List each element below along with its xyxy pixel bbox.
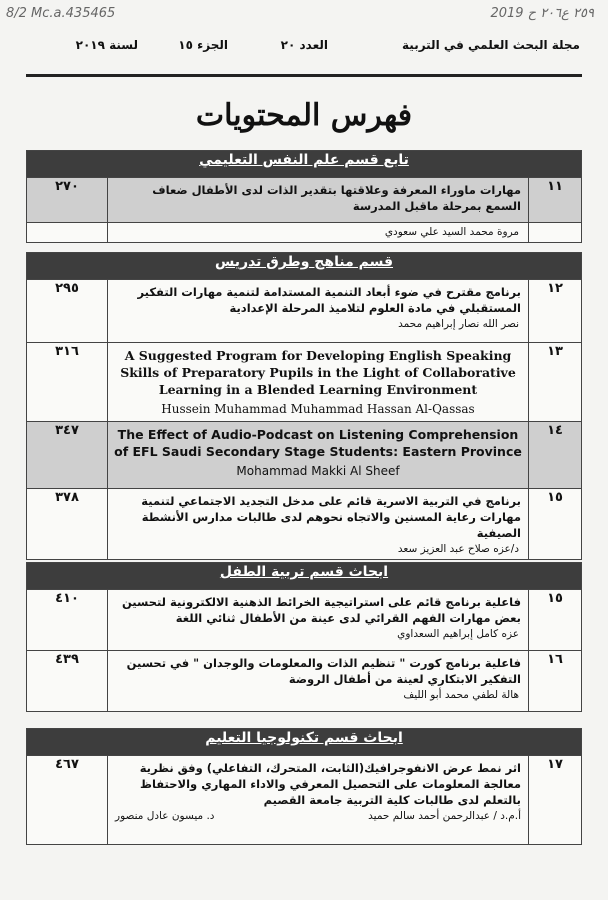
section-header: ابحاث قسم تكنولوجيا التعليم (27, 729, 582, 756)
entry-title: The Effect of Audio-Podcast on Listening Comprehension of EFL Saudi Secondary Stage Students: Eastern Province (114, 427, 522, 459)
page-title: فهرس المحتويات (195, 98, 413, 133)
entry-number: ١٦ (529, 651, 582, 712)
section-educational-psychology (26, 150, 582, 243)
entry-title: مهارات ماوراء المعرفة وعلاقتها بتقدير الذات لدى الأطفال ضعاف السمع بمرحلة ماقبل المدرسة (152, 183, 521, 213)
entry-number: ١٧ (529, 756, 582, 845)
entry-author: نصر الله نصار إبراهيم محمد (398, 318, 519, 330)
entry-body (108, 422, 529, 489)
entry-page: ٤٦٧ (27, 756, 108, 845)
entry-authors (109, 808, 527, 826)
toc-entry-author-row (27, 223, 582, 243)
toc-entry (27, 651, 582, 712)
entry-number: ١٣ (529, 343, 582, 422)
section-educational-technology (26, 728, 582, 845)
handwritten-note-right: 2019 ٢٥٩ ع٢٠٦ ح (490, 6, 594, 21)
entry-title: فاعلية برنامج قائم على استراتيجية الخرائط الذهنية الالكترونية لتحسين بعض مهارات الفهم القرائي لدى عينة من الأطفال ثنائي اللغة (121, 595, 521, 625)
entry-title: A Suggested Program for Developing English Speaking Skills of Preparatory Pupils in the Light of Collaborative Learning in a Blended Learning Environment (120, 348, 516, 397)
section-curricula (26, 252, 582, 560)
entry-page: ٤٣٩ (27, 651, 108, 712)
handwritten-note-left: 8/2 Mc.a.435465 (6, 6, 116, 21)
entry-body (108, 590, 529, 651)
toc-entry (27, 422, 582, 489)
journal-part: الجزء ١٥ (178, 38, 228, 52)
entry-author: أ.م.د / عبدالرحمن أحمد سالم حميد (368, 810, 521, 822)
entry-body (108, 651, 529, 712)
entry-author: هالة لطفي محمد أبو الليف (403, 689, 519, 701)
toc-entry (27, 280, 582, 343)
entry-body (108, 756, 529, 845)
section-header: ابحاث قسم تربية الطفل (27, 563, 582, 590)
toc-entry (27, 590, 582, 651)
entry-author: Hussein Muhammad Muhammad Hassan Al-Qassas (161, 402, 475, 416)
entry-page: ٢٧٠ (27, 178, 108, 223)
entry-body (108, 280, 529, 343)
section-header: تابع قسم علم النفس التعليمي (27, 151, 582, 178)
entry-author: مروة محمد السيد علي سعودي (384, 226, 519, 238)
entry-author-2: د. ميسون عادل منصور (115, 810, 215, 822)
entry-title: برنامج مقترح في ضوء أبعاد التنمية المستدامة لتنمية مهارات التفكير المستقبلي في مادة العلوم لتلاميذ المرحلة الإعدادية (137, 285, 521, 315)
entry-author: عزه كامل إبراهيم السعداوي (397, 628, 519, 640)
entry-body (108, 178, 529, 223)
entry-page: ٣٤٧ (27, 422, 108, 489)
entry-author: Mohammad Makki Al Sheef (236, 464, 400, 478)
entry-page: ٢٩٥ (27, 280, 108, 343)
entry-number: ١٥ (529, 489, 582, 560)
entry-title: اثر نمط عرض الانفوجرافيك(الثابت، المتحرك، التفاعلي) وفق نظرية معالجة المعلومات على التحصيل المعرفي والاداء المهاري والاحتفاظ بالتعلم لدى طالبات كلية التربية جامعة القصيم (139, 761, 521, 807)
entry-body (108, 489, 529, 560)
entry-author: د/عزه صلاح عبد العزيز سعد (397, 543, 519, 555)
entry-title: برنامج في التربية الاسرية قائم على مدخل التجديد الاجتماعي لتنمية مهارات رعاية المسنين والاتجاه نحوهم لدى طالبات مدارس الأنشطة الصيفية (141, 494, 521, 540)
entry-number: ١٥ (529, 590, 582, 651)
entry-body (108, 343, 529, 422)
entry-page: ٤١٠ (27, 590, 108, 651)
entry-number: ١١ (529, 178, 582, 223)
journal-year: لسنة ٢٠١٩ (75, 38, 138, 52)
section-header: قسم مناهج وطرق تدريس (27, 253, 582, 280)
toc-entry (27, 489, 582, 560)
entry-page: ٣٧٨ (27, 489, 108, 560)
entry-title: فاعلية برنامج كورت " تنظيم الذات والمعلومات والوجدان " في تحسين التفكير الابتكاري لعينة من أطفال الروضة (126, 656, 521, 686)
entry-number: ١٤ (529, 422, 582, 489)
journal-issue: العدد ٢٠ (280, 38, 328, 52)
entry-number: ١٢ (529, 280, 582, 343)
toc-entry (27, 343, 582, 422)
toc-entry (27, 178, 582, 223)
toc-entry (27, 756, 582, 845)
journal-name: مجلة البحث العلمي في التربية (402, 38, 580, 52)
section-child-education (26, 562, 582, 712)
header-rule (26, 74, 582, 77)
entry-page: ٣١٦ (27, 343, 108, 422)
